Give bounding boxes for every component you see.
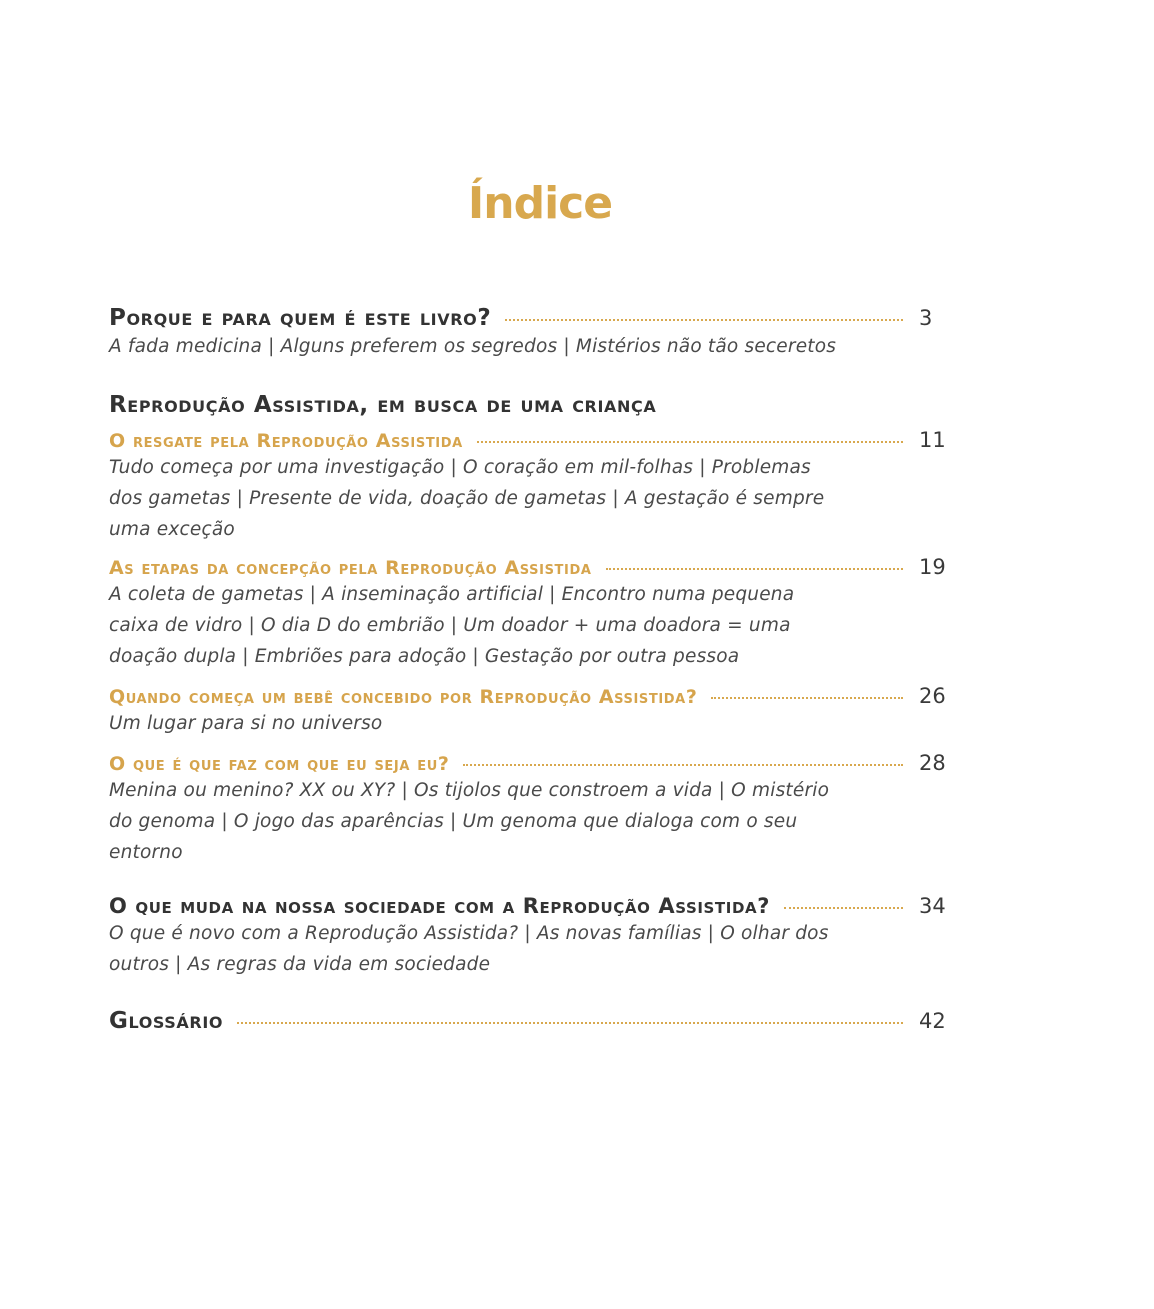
- toc-page-number: 42: [919, 1009, 946, 1033]
- toc-entry-title[interactable]: Quando começa um bebê concebido por Reprodução Assistida?: [109, 686, 698, 708]
- toc-page-number: 34: [919, 894, 946, 918]
- toc-entry-description: O que é novo com a Reprodução Assistida? | As novas famílias | O olhar dos outros | As regras da vida em sociedade: [109, 923, 829, 975]
- toc-entry-description: A coleta de gametas | A inseminação artificial | Encontro numa pequena caixa de vidro | O dia D do embrião | Um doador + uma doadora = uma doação dupla | Embriões para adoção | Gestação por outra pessoa: [109, 584, 795, 667]
- dot-leader: [463, 764, 903, 766]
- page-title: Índice: [467, 178, 613, 229]
- dot-leader: [784, 907, 903, 909]
- dot-leader: [606, 568, 904, 570]
- dot-leader: [477, 441, 903, 443]
- toc-entry-description: Tudo começa por uma investigação | O coração em mil-folhas | Problemas dos gametas | Presente de vida, doação de gametas | A gestação é sempre uma exceção: [109, 457, 825, 540]
- toc-entry: [109, 305, 949, 362]
- toc-page-number: 28: [919, 751, 946, 775]
- toc-entry: [109, 1008, 949, 1034]
- dot-leader: [711, 697, 903, 699]
- toc-entry: [109, 894, 949, 980]
- toc-page-number: 26: [919, 684, 946, 708]
- toc-entry-title[interactable]: As etapas da concepção pela Reprodução Assistida: [109, 557, 592, 579]
- toc-page-number: 3: [919, 306, 933, 330]
- toc-entry-description: A fada medicina | Alguns preferem os segredos | Mistérios não tão seceretos: [109, 336, 837, 357]
- dot-leader: [237, 1022, 903, 1024]
- toc-entry: [109, 684, 949, 739]
- toc-page-number: 11: [919, 428, 946, 452]
- table-of-contents: [109, 305, 949, 1034]
- toc-entry-title[interactable]: Glossário: [109, 1008, 224, 1034]
- toc-entry: [109, 555, 949, 672]
- dot-leader: [505, 319, 903, 321]
- part-heading: Reprodução Assistida, em busca de uma criança: [109, 392, 657, 418]
- toc-page-number: 19: [919, 555, 946, 579]
- toc-entry-title[interactable]: Porque e para quem é este livro?: [109, 305, 492, 331]
- toc-entry-description: Um lugar para si no universo: [109, 713, 383, 734]
- toc-entry: [109, 428, 949, 545]
- toc-entry-description: Menina ou menino? XX ou XY? | Os tijolos que constroem a vida | O mistério do genoma | O jogo das aparências | Um genoma que dialoga com o seu entorno: [109, 780, 830, 863]
- toc-entry-title[interactable]: O que é que faz com que eu seja eu?: [109, 753, 450, 775]
- toc-entry-title[interactable]: O resgate pela Reprodução Assistida: [109, 430, 463, 452]
- toc-entry: [109, 751, 949, 868]
- toc-entry-title[interactable]: O que muda na nossa sociedade com a Reprodução Assistida?: [109, 894, 770, 918]
